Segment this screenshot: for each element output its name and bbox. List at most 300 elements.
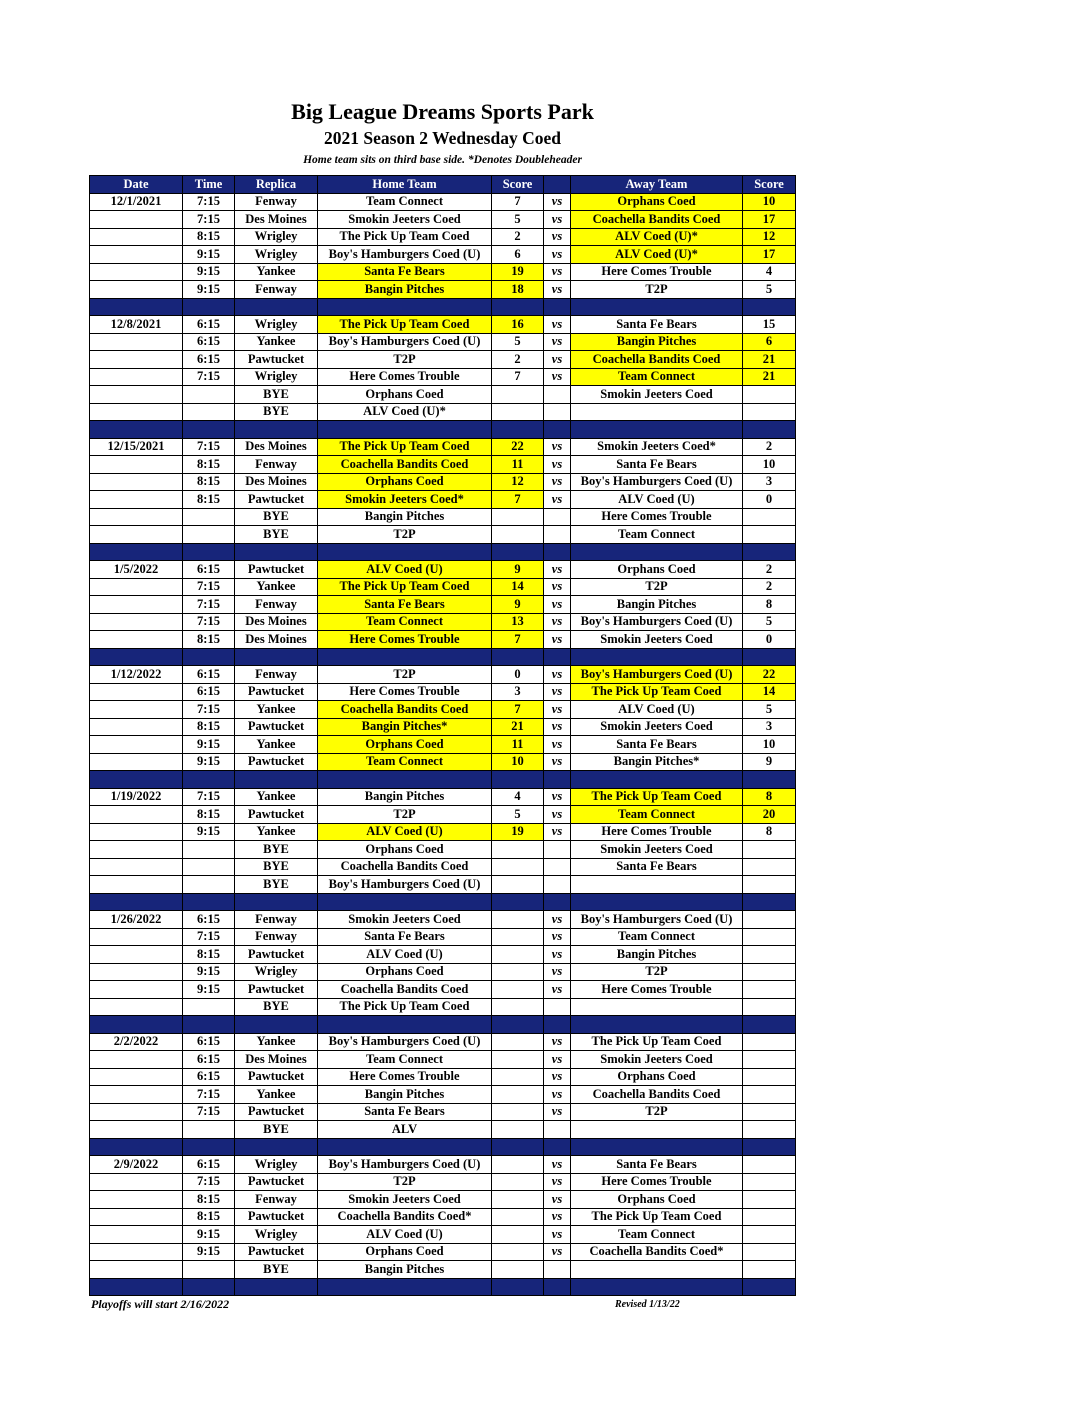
away-team-cell: Here Comes Trouble	[571, 263, 743, 281]
replica-cell: Fenway	[235, 456, 318, 474]
separator-cell	[318, 421, 492, 439]
separator-cell	[492, 421, 544, 439]
table-row	[90, 823, 796, 841]
home-score-cell: 9	[492, 561, 544, 579]
home-team-cell: Orphans Coed	[318, 473, 492, 491]
away-team-cell: Smokin Jeeters Coed	[571, 718, 743, 736]
home-team-cell: Smokin Jeeters Coed	[318, 911, 492, 929]
away-team-cell: T2P	[571, 578, 743, 596]
away-score-cell	[743, 928, 796, 946]
home-score-cell	[492, 1191, 544, 1209]
away-score-cell: 0	[743, 631, 796, 649]
table-row	[90, 281, 796, 299]
away-team-cell: Smokin Jeeters Coed	[571, 631, 743, 649]
table-row	[90, 1243, 796, 1261]
home-score-cell: 6	[492, 246, 544, 264]
separator-cell	[492, 1278, 544, 1296]
away-score-cell	[743, 858, 796, 876]
home-team-cell: The Pick Up Team Coed	[318, 228, 492, 246]
home-score-cell	[492, 928, 544, 946]
time-cell: 8:15	[183, 228, 235, 246]
home-team-cell: T2P	[318, 351, 492, 369]
vs-cell: vs	[544, 211, 571, 229]
home-score-cell: 7	[492, 193, 544, 211]
time-cell: 6:15	[183, 1068, 235, 1086]
replica-cell: Des Moines	[235, 631, 318, 649]
away-team-cell: Orphans Coed	[571, 1068, 743, 1086]
home-score-cell: 0	[492, 666, 544, 684]
away-score-cell	[743, 508, 796, 526]
home-team-cell: Here Comes Trouble	[318, 683, 492, 701]
vs-cell	[544, 403, 571, 421]
table-row	[90, 1191, 796, 1209]
away-team-cell: Coachella Bandits Coed	[571, 1086, 743, 1104]
home-score-cell: 5	[492, 333, 544, 351]
home-team-cell: ALV Coed (U)	[318, 823, 492, 841]
home-score-cell	[492, 1208, 544, 1226]
vs-cell: vs	[544, 1051, 571, 1069]
vs-cell: vs	[544, 981, 571, 999]
home-score-cell: 7	[492, 491, 544, 509]
separator-cell	[183, 1278, 235, 1296]
away-score-cell	[743, 1261, 796, 1279]
separator-cell	[90, 1016, 183, 1034]
separator-cell	[544, 543, 571, 561]
home-team-cell: Bangin Pitches	[318, 508, 492, 526]
separator-cell	[544, 421, 571, 439]
home-score-cell: 7	[492, 368, 544, 386]
week-separator-row	[90, 648, 796, 666]
replica-cell: Des Moines	[235, 1051, 318, 1069]
separator-cell	[571, 421, 743, 439]
separator-cell	[318, 1278, 492, 1296]
away-team-cell	[571, 876, 743, 894]
replica-cell: Wrigley	[235, 368, 318, 386]
away-team-cell: Boy's Hamburgers Coed (U)	[571, 473, 743, 491]
vs-cell: vs	[544, 1033, 571, 1051]
date-cell	[90, 876, 183, 894]
week-separator-row	[90, 771, 796, 789]
table-row	[90, 368, 796, 386]
time-cell: 8:15	[183, 473, 235, 491]
date-cell	[90, 508, 183, 526]
separator-cell	[492, 1138, 544, 1156]
away-team-cell	[571, 403, 743, 421]
time-cell: 7:15	[183, 1086, 235, 1104]
time-cell: 7:15	[183, 368, 235, 386]
col-header-home-score: Score	[492, 176, 544, 194]
time-cell: 7:15	[183, 928, 235, 946]
separator-cell	[571, 1278, 743, 1296]
away-score-cell: 2	[743, 578, 796, 596]
vs-cell: vs	[544, 473, 571, 491]
table-row	[90, 613, 796, 631]
home-team-cell: Bangin Pitches*	[318, 718, 492, 736]
time-cell: 9:15	[183, 963, 235, 981]
time-cell: 7:15	[183, 613, 235, 631]
table-row	[90, 386, 796, 404]
replica-cell: Yankee	[235, 578, 318, 596]
home-score-cell: 21	[492, 718, 544, 736]
date-cell	[90, 1173, 183, 1191]
time-cell: 9:15	[183, 736, 235, 754]
time-cell: 6:15	[183, 1051, 235, 1069]
vs-cell: vs	[544, 753, 571, 771]
home-team-cell: Bangin Pitches	[318, 1261, 492, 1279]
table-row	[90, 526, 796, 544]
replica-cell: BYE	[235, 386, 318, 404]
separator-cell	[235, 1138, 318, 1156]
away-team-cell: Orphans Coed	[571, 1191, 743, 1209]
separator-cell	[492, 298, 544, 316]
home-score-cell	[492, 403, 544, 421]
replica-cell: BYE	[235, 841, 318, 859]
time-cell: 6:15	[183, 683, 235, 701]
vs-cell	[544, 1121, 571, 1139]
date-cell	[90, 333, 183, 351]
replica-cell: Pawtucket	[235, 1243, 318, 1261]
away-score-cell	[743, 1103, 796, 1121]
vs-cell: vs	[544, 911, 571, 929]
vs-cell: vs	[544, 718, 571, 736]
separator-cell	[90, 648, 183, 666]
time-cell: 8:15	[183, 631, 235, 649]
vs-cell: vs	[544, 1173, 571, 1191]
date-cell	[90, 596, 183, 614]
time-cell: 7:15	[183, 438, 235, 456]
away-team-cell: Orphans Coed	[571, 193, 743, 211]
home-team-cell: Coachella Bandits Coed	[318, 456, 492, 474]
home-team-cell: Bangin Pitches	[318, 788, 492, 806]
away-team-cell: Santa Fe Bears	[571, 456, 743, 474]
date-cell	[90, 963, 183, 981]
col-header-time: Time	[183, 176, 235, 194]
home-score-cell: 19	[492, 823, 544, 841]
home-score-cell	[492, 526, 544, 544]
away-score-cell: 5	[743, 613, 796, 631]
time-cell: 9:15	[183, 981, 235, 999]
home-team-cell: Orphans Coed	[318, 736, 492, 754]
separator-cell	[492, 893, 544, 911]
replica-cell: Yankee	[235, 736, 318, 754]
vs-cell: vs	[544, 246, 571, 264]
table-row	[90, 981, 796, 999]
home-team-cell: Team Connect	[318, 613, 492, 631]
away-score-cell: 3	[743, 718, 796, 736]
home-score-cell	[492, 946, 544, 964]
table-row	[90, 193, 796, 211]
home-team-cell: Bangin Pitches	[318, 1086, 492, 1104]
date-cell	[90, 211, 183, 229]
away-team-cell: ALV Coed (U)	[571, 701, 743, 719]
week-separator-row	[90, 1278, 796, 1296]
table-row	[90, 928, 796, 946]
vs-cell: vs	[544, 946, 571, 964]
col-header-date: Date	[90, 176, 183, 194]
home-team-cell: Boy's Hamburgers Coed (U)	[318, 1033, 492, 1051]
separator-cell	[90, 1138, 183, 1156]
home-team-cell: Coachella Bandits Coed	[318, 701, 492, 719]
separator-cell	[544, 1016, 571, 1034]
replica-cell: BYE	[235, 998, 318, 1016]
away-score-cell	[743, 1121, 796, 1139]
separator-cell	[235, 771, 318, 789]
time-cell: 9:15	[183, 281, 235, 299]
home-score-cell: 3	[492, 683, 544, 701]
vs-cell: vs	[544, 596, 571, 614]
vs-cell: vs	[544, 806, 571, 824]
home-score-cell	[492, 981, 544, 999]
time-cell	[183, 876, 235, 894]
home-team-cell: ALV Coed (U)*	[318, 403, 492, 421]
vs-cell: vs	[544, 701, 571, 719]
home-score-cell	[492, 876, 544, 894]
date-cell	[90, 403, 183, 421]
replica-cell: Wrigley	[235, 228, 318, 246]
away-score-cell: 2	[743, 438, 796, 456]
home-score-cell	[492, 858, 544, 876]
away-score-cell: 10	[743, 456, 796, 474]
col-header-away-team: Away Team	[571, 176, 743, 194]
home-team-cell: Boy's Hamburgers Coed (U)	[318, 246, 492, 264]
vs-cell: vs	[544, 736, 571, 754]
away-score-cell: 2	[743, 561, 796, 579]
replica-cell: Wrigley	[235, 1226, 318, 1244]
away-score-cell	[743, 946, 796, 964]
table-row	[90, 1226, 796, 1244]
table-row	[90, 438, 796, 456]
header-note: Home team sits on third base side. *Denotes Doubleheader	[303, 154, 582, 166]
week-separator-row	[90, 1138, 796, 1156]
time-cell	[183, 998, 235, 1016]
away-score-cell: 21	[743, 351, 796, 369]
date-cell	[90, 1103, 183, 1121]
home-score-cell: 10	[492, 753, 544, 771]
away-team-cell: Team Connect	[571, 1226, 743, 1244]
vs-cell: vs	[544, 1191, 571, 1209]
away-score-cell	[743, 1033, 796, 1051]
away-team-cell: Bangin Pitches	[571, 333, 743, 351]
separator-cell	[743, 1138, 796, 1156]
away-team-cell: Santa Fe Bears	[571, 736, 743, 754]
time-cell	[183, 386, 235, 404]
away-score-cell: 10	[743, 736, 796, 754]
table-row	[90, 1156, 796, 1174]
schedule-table	[89, 175, 796, 1296]
away-team-cell: T2P	[571, 1103, 743, 1121]
separator-cell	[318, 1138, 492, 1156]
replica-cell: Fenway	[235, 911, 318, 929]
separator-cell	[318, 1016, 492, 1034]
away-team-cell: ALV Coed (U)*	[571, 228, 743, 246]
vs-cell	[544, 386, 571, 404]
separator-cell	[183, 1016, 235, 1034]
replica-cell: BYE	[235, 508, 318, 526]
home-team-cell: Santa Fe Bears	[318, 1103, 492, 1121]
away-team-cell: ALV Coed (U)	[571, 491, 743, 509]
away-team-cell: The Pick Up Team Coed	[571, 788, 743, 806]
replica-cell: Pawtucket	[235, 981, 318, 999]
home-team-cell: Smokin Jeeters Coed	[318, 211, 492, 229]
time-cell: 6:15	[183, 911, 235, 929]
away-score-cell: 20	[743, 806, 796, 824]
date-cell	[90, 613, 183, 631]
week-separator-row	[90, 893, 796, 911]
separator-cell	[743, 421, 796, 439]
vs-cell: vs	[544, 333, 571, 351]
date-cell	[90, 526, 183, 544]
home-team-cell: ALV Coed (U)	[318, 946, 492, 964]
away-score-cell: 3	[743, 473, 796, 491]
separator-cell	[235, 298, 318, 316]
home-team-cell: Here Comes Trouble	[318, 368, 492, 386]
vs-cell: vs	[544, 683, 571, 701]
away-team-cell: Smokin Jeeters Coed	[571, 1051, 743, 1069]
separator-cell	[318, 298, 492, 316]
home-team-cell: Here Comes Trouble	[318, 631, 492, 649]
replica-cell: Pawtucket	[235, 1173, 318, 1191]
date-cell	[90, 281, 183, 299]
vs-cell	[544, 998, 571, 1016]
col-header-home-team: Home Team	[318, 176, 492, 194]
date-cell	[90, 841, 183, 859]
separator-cell	[183, 298, 235, 316]
time-cell: 7:15	[183, 1103, 235, 1121]
vs-cell: vs	[544, 578, 571, 596]
schedule-body	[90, 193, 796, 1296]
separator-cell	[743, 298, 796, 316]
home-score-cell	[492, 963, 544, 981]
home-score-cell	[492, 841, 544, 859]
home-team-cell: ALV Coed (U)	[318, 1226, 492, 1244]
home-team-cell: T2P	[318, 1173, 492, 1191]
away-team-cell: ALV Coed (U)*	[571, 246, 743, 264]
away-team-cell: Here Comes Trouble	[571, 981, 743, 999]
home-score-cell	[492, 1261, 544, 1279]
date-cell	[90, 753, 183, 771]
vs-cell: vs	[544, 368, 571, 386]
separator-cell	[492, 1016, 544, 1034]
date-cell	[90, 1051, 183, 1069]
home-score-cell	[492, 1103, 544, 1121]
table-row	[90, 701, 796, 719]
table-row	[90, 333, 796, 351]
separator-cell	[544, 771, 571, 789]
replica-cell: BYE	[235, 1261, 318, 1279]
separator-cell	[90, 543, 183, 561]
table-row	[90, 246, 796, 264]
date-cell	[90, 386, 183, 404]
home-score-cell	[492, 1051, 544, 1069]
home-team-cell: Team Connect	[318, 753, 492, 771]
away-score-cell	[743, 1173, 796, 1191]
week-separator-row	[90, 421, 796, 439]
time-cell	[183, 526, 235, 544]
replica-cell: Fenway	[235, 281, 318, 299]
replica-cell: Fenway	[235, 666, 318, 684]
vs-cell: vs	[544, 631, 571, 649]
away-score-cell: 15	[743, 316, 796, 334]
separator-cell	[492, 543, 544, 561]
page-title: Big League Dreams Sports Park	[291, 99, 594, 124]
table-row	[90, 351, 796, 369]
replica-cell: Yankee	[235, 1086, 318, 1104]
replica-cell: Des Moines	[235, 473, 318, 491]
vs-cell: vs	[544, 316, 571, 334]
date-cell	[90, 858, 183, 876]
time-cell: 6:15	[183, 351, 235, 369]
separator-cell	[571, 543, 743, 561]
time-cell	[183, 1121, 235, 1139]
home-score-cell	[492, 1121, 544, 1139]
separator-cell	[183, 648, 235, 666]
date-cell	[90, 1121, 183, 1139]
away-score-cell: 5	[743, 281, 796, 299]
time-cell: 9:15	[183, 246, 235, 264]
time-cell: 8:15	[183, 1191, 235, 1209]
table-row	[90, 473, 796, 491]
vs-cell: vs	[544, 963, 571, 981]
home-team-cell: Smokin Jeeters Coed	[318, 1191, 492, 1209]
home-team-cell: Coachella Bandits Coed*	[318, 1208, 492, 1226]
away-score-cell: 10	[743, 193, 796, 211]
separator-cell	[743, 543, 796, 561]
replica-cell: Pawtucket	[235, 753, 318, 771]
separator-cell	[743, 893, 796, 911]
date-cell	[90, 1208, 183, 1226]
col-header-vs	[544, 176, 571, 194]
table-row	[90, 998, 796, 1016]
date-cell	[90, 718, 183, 736]
separator-cell	[318, 771, 492, 789]
table-row	[90, 1173, 796, 1191]
home-score-cell: 7	[492, 701, 544, 719]
separator-cell	[492, 648, 544, 666]
away-team-cell: T2P	[571, 963, 743, 981]
separator-cell	[183, 771, 235, 789]
date-cell	[90, 263, 183, 281]
home-team-cell: The Pick Up Team Coed	[318, 578, 492, 596]
date-cell	[90, 1261, 183, 1279]
separator-cell	[544, 893, 571, 911]
date-cell	[90, 823, 183, 841]
vs-cell: vs	[544, 823, 571, 841]
away-score-cell	[743, 911, 796, 929]
date-cell	[90, 631, 183, 649]
away-team-cell: T2P	[571, 281, 743, 299]
away-team-cell	[571, 998, 743, 1016]
home-score-cell	[492, 1243, 544, 1261]
home-team-cell: Orphans Coed	[318, 1243, 492, 1261]
away-score-cell: 17	[743, 246, 796, 264]
time-cell: 8:15	[183, 1208, 235, 1226]
replica-cell: Wrigley	[235, 1156, 318, 1174]
home-team-cell: Coachella Bandits Coed	[318, 858, 492, 876]
vs-cell: vs	[544, 1208, 571, 1226]
time-cell: 7:15	[183, 211, 235, 229]
table-row	[90, 228, 796, 246]
separator-cell	[318, 543, 492, 561]
table-row	[90, 578, 796, 596]
separator-cell	[743, 771, 796, 789]
time-cell: 8:15	[183, 491, 235, 509]
date-cell	[90, 368, 183, 386]
home-score-cell: 18	[492, 281, 544, 299]
col-header-away-score: Score	[743, 176, 796, 194]
date-cell: 2/2/2022	[90, 1033, 183, 1051]
date-cell	[90, 998, 183, 1016]
replica-cell: Pawtucket	[235, 946, 318, 964]
